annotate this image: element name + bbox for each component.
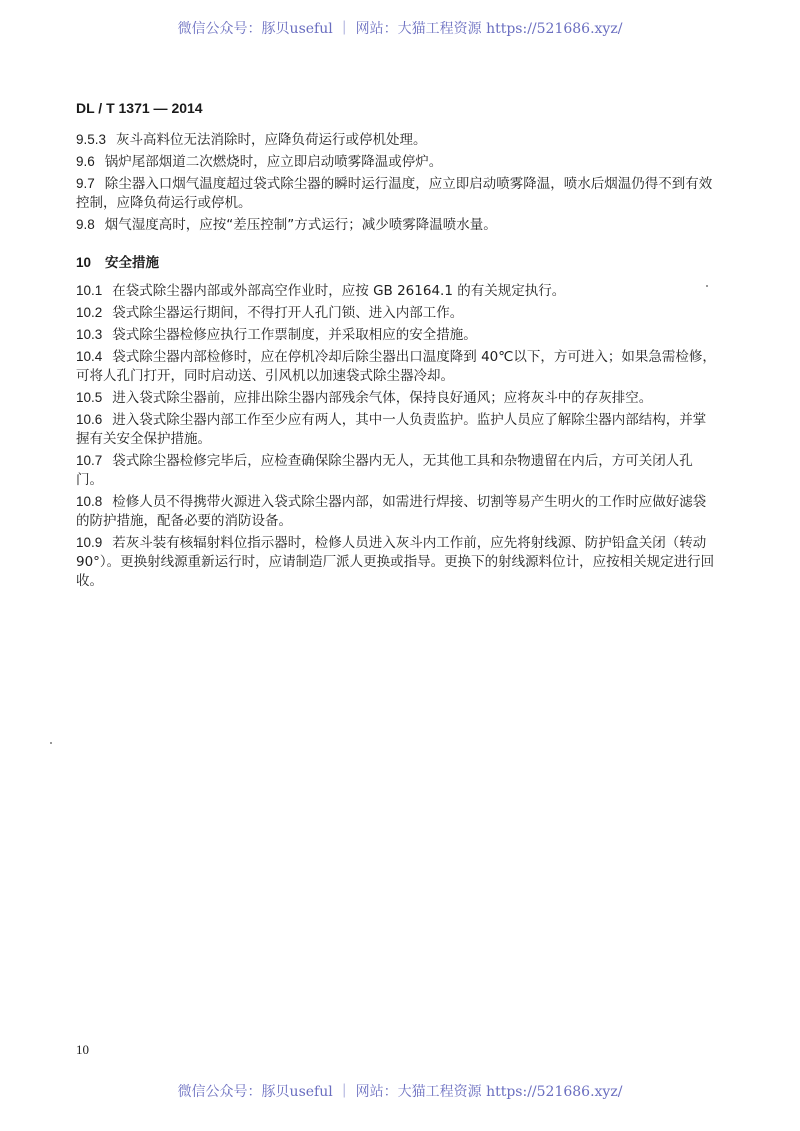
clause-number: 10.4: [76, 349, 103, 364]
clause-10-5: [76, 388, 716, 408]
clause-text: 袋式除尘器检修完毕后，应检查确保除尘器内无人，无其他工具和杂物遗留在内后，方可关闭人孔门。: [76, 453, 693, 488]
clause-text: 若灰斗装有核辐射料位指示器时，检修人员进入灰斗内工作前，应先将射线源、防护铅盒关闭（转动 90°）。更换射线源重新运行时，应请制造厂派人更换或指导。更换下的射线源料位计，应按相关规定进行回收。: [76, 535, 715, 589]
clause-number: 10.1: [76, 283, 103, 298]
clause-9-8: [76, 215, 716, 235]
clause-number: 10.2: [76, 305, 103, 320]
clause-text: 袋式除尘器运行期间，不得打开人孔门锁、进入内部工作。: [112, 305, 464, 321]
clause-number: 10.6: [76, 412, 103, 427]
clause-9-7: [76, 174, 716, 213]
clause-number: 9.5.3: [76, 132, 107, 147]
clause-9-6: [76, 152, 716, 172]
clause-text: 烟气湿度高时，应按“差压控制”方式运行；减少喷雾降温喷水量。: [104, 217, 497, 233]
section-heading-10: [76, 251, 716, 271]
clause-text: 锅炉尾部烟道二次燃烧时，应立即启动喷雾降温或停炉。: [104, 154, 443, 170]
clause-10-6: [76, 410, 716, 449]
clause-10-9: [76, 533, 716, 591]
scan-speck: [706, 285, 708, 287]
watermark-bottom: 微信公众号：豚贝useful ｜ 网站：大猫工程资源 https://521686.xyz/: [177, 1084, 623, 1100]
section-title-text: 安全措施: [105, 255, 160, 271]
clause-10-8: [76, 492, 716, 531]
clause-10-2: [76, 303, 716, 323]
clause-number: 10.5: [76, 390, 103, 405]
section-number: 10: [76, 255, 92, 270]
document-body: [76, 130, 716, 593]
clause-10-4: [76, 347, 716, 386]
clause-10-7: [76, 451, 716, 490]
clauses-section-9: [76, 130, 716, 235]
clauses-section-10: [76, 281, 716, 591]
clause-number: 10.8: [76, 494, 103, 509]
clause-9-5-3: [76, 130, 716, 150]
scan-speck: [50, 742, 52, 744]
clause-text: 在袋式除尘器内部或外部高空作业时，应按 GB 26164.1 的有关规定执行。: [112, 283, 566, 299]
clause-number: 9.6: [76, 154, 95, 169]
clause-number: 9.8: [76, 217, 95, 232]
clause-text: 袋式除尘器内部检修时，应在停机冷却后除尘器出口温度降到 40℃以下，方可进入；如果急需检修，可将人孔门打开，同时启动送、引风机以加速袋式除尘器冷却。: [76, 349, 716, 384]
clause-number: 10.3: [76, 327, 103, 342]
clause-text: 进入袋式除尘器内部工作至少应有两人，其中一人负责监护。监护人员应了解除尘器内部结构，并掌握有关安全保护措施。: [76, 412, 707, 447]
clause-text: 灰斗高料位无法消除时，应降负荷运行或停机处理。: [116, 132, 427, 148]
standard-code: DL / T 1371 — 2014: [76, 100, 203, 116]
clause-text: 袋式除尘器检修应执行工作票制度，并采取相应的安全措施。: [112, 327, 477, 343]
clause-10-3: [76, 325, 716, 345]
clause-number: 10.7: [76, 453, 103, 468]
page-number: 10: [76, 1042, 89, 1057]
clause-number: 10.9: [76, 535, 103, 550]
watermark-top: 微信公众号：豚贝useful ｜ 网站：大猫工程资源 https://521686.xyz/: [177, 21, 623, 37]
clause-text: 进入袋式除尘器前，应排出除尘器内部残余气体，保持良好通风；应将灰斗中的存灰排空。: [112, 390, 653, 406]
clause-10-1: [76, 281, 716, 301]
clause-text: 检修人员不得携带火源进入袋式除尘器内部，如需进行焊接、切割等易产生明火的工作时应做好滤袋的防护措施，配备必要的消防设备。: [76, 494, 707, 529]
clause-text: 除尘器入口烟气温度超过袋式除尘器的瞬时运行温度，应立即启动喷雾降温，喷水后烟温仍得不到有效控制，应降负荷运行或停机。: [76, 176, 713, 211]
clause-number: 9.7: [76, 176, 95, 191]
